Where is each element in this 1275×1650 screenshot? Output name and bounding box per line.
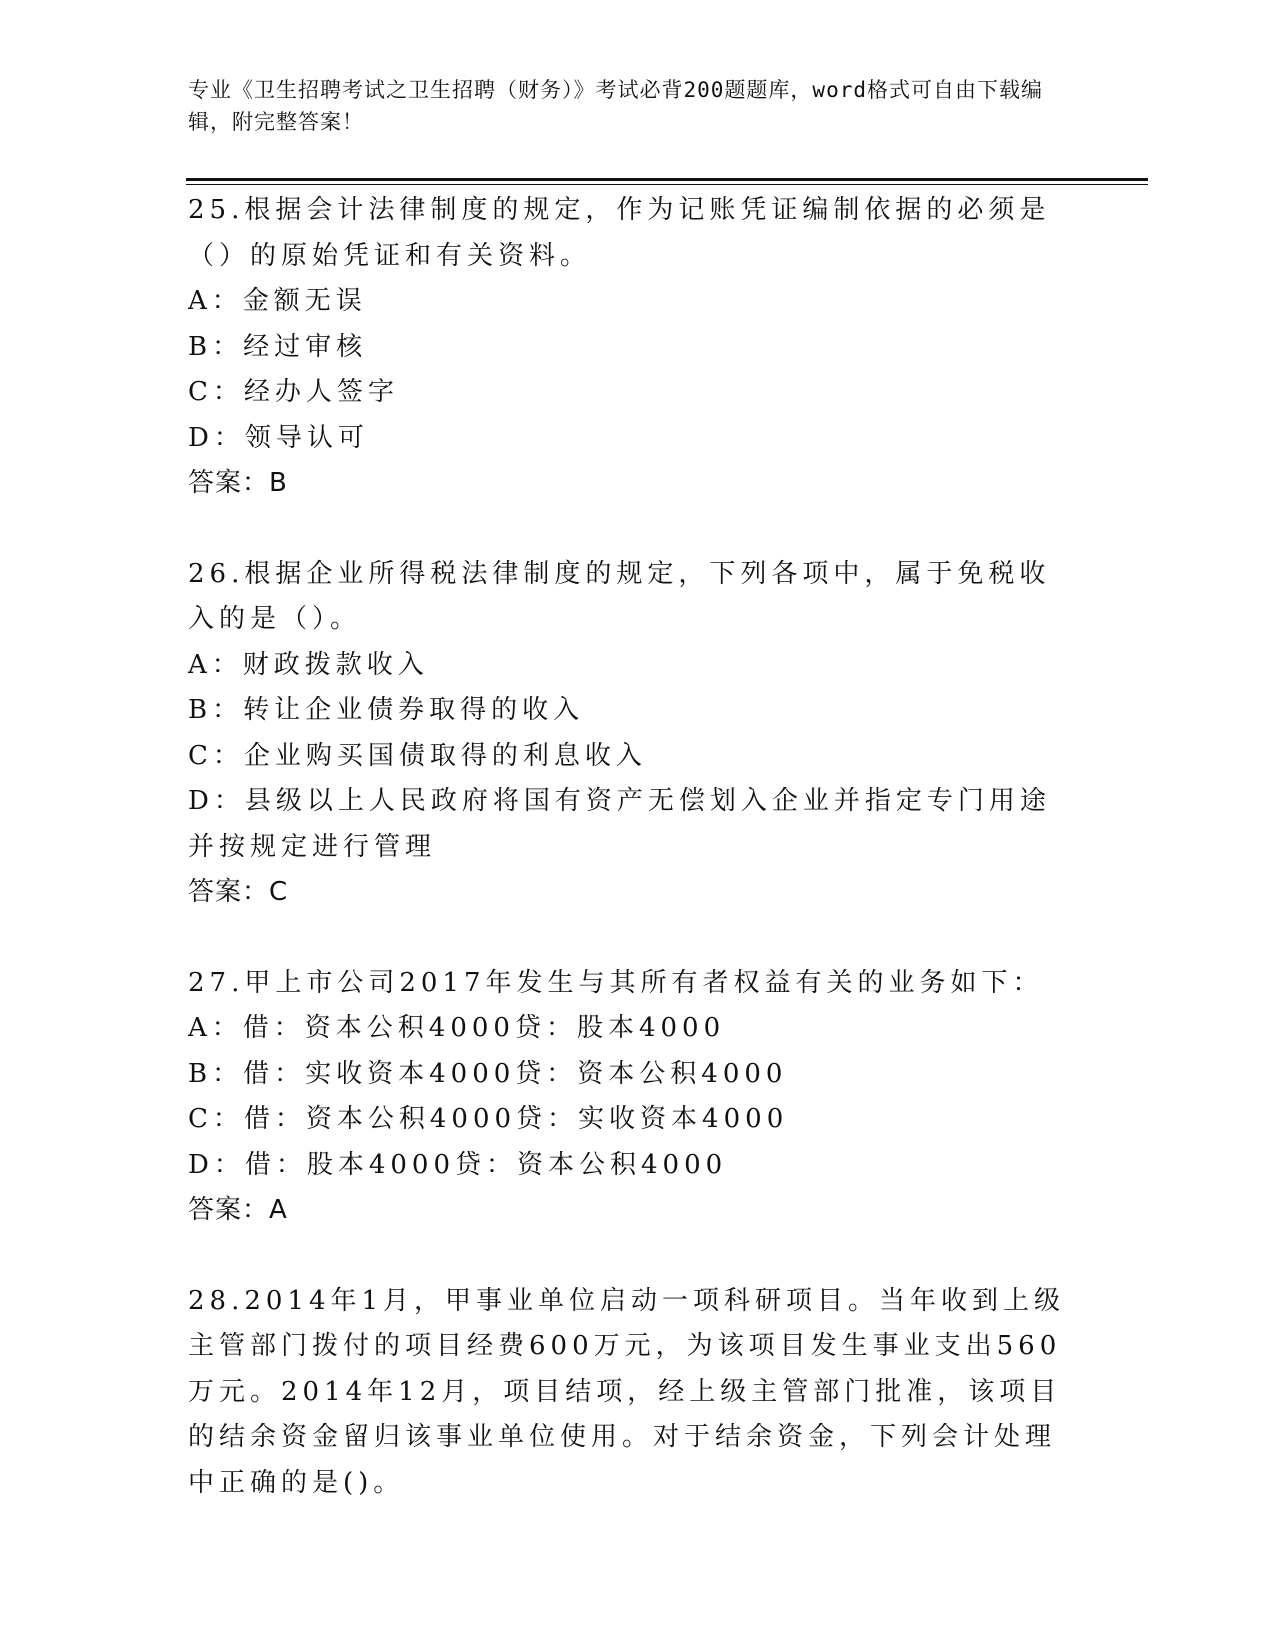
answer-line: 答案：B [188,468,288,498]
question-stem: 28.2014年1月，甲事业单位启动一项科研项目。当年收到上级主管部门拨付的项目经费600万元，为该项目发生事业支出560万元。2014年12月，项目结项，经上级主管部门批准，该项目的结余资金留归该事业单位使用。对于结余资金，下列会计处理中正确的是()。 [188,1285,1066,1498]
option-a: A：金额无误 [188,286,367,316]
question-spacer [188,916,1078,961]
option-d: D：借：股本4000贷：资本公积4000 [188,1149,728,1180]
option-b: B：经过审核 [188,331,368,362]
option-b: B：转让企业债券取得的收入 [188,695,585,725]
question-26 [188,552,1078,916]
option-d: D：县级以上人民政府将国有资产无偿划入企业并指定专门用途并按规定进行管理 [188,786,1051,862]
answer-line: 答案：C [188,877,289,907]
option-d: D：领导认可 [188,422,369,453]
question-spacer [188,507,1078,552]
question-stem: 27.甲上市公司2017年发生与其所有者权益有关的业务如下： [188,967,1044,998]
question-stem: 26.根据企业所得税法律制度的规定，下列各项中，属于免税收入的是（）。 [188,558,1051,634]
option-b: B：借：实收资本4000贷：资本公积4000 [188,1058,788,1089]
answer-line: 答案：A [188,1195,288,1225]
option-a: A：借：资本公积4000贷：股本4000 [188,1013,726,1043]
question-25 [188,188,1078,507]
header-divider-thick [186,178,1148,181]
header-divider-thin [186,184,1148,185]
option-c: C：经办人签字 [188,377,399,407]
document-header: 专业《卫生招聘考试之卫生招聘（财务）》考试必背200题题库，word格式可自由下载编辑，附完整答案！ [188,78,1043,134]
question-stem: 25.根据会计法律制度的规定，作为记账凭证编制依据的必须是（）的原始凭证和有关资料。 [188,195,1051,271]
option-c: C：企业购买国债取得的利息收入 [188,740,647,771]
question-list [188,188,1078,1506]
question-28 [188,1279,1078,1507]
option-a: A：财政拨款收入 [188,649,429,680]
question-27 [188,961,1078,1234]
question-spacer [188,1234,1078,1279]
option-c: C：借：资本公积4000贷：实收资本4000 [188,1104,789,1134]
